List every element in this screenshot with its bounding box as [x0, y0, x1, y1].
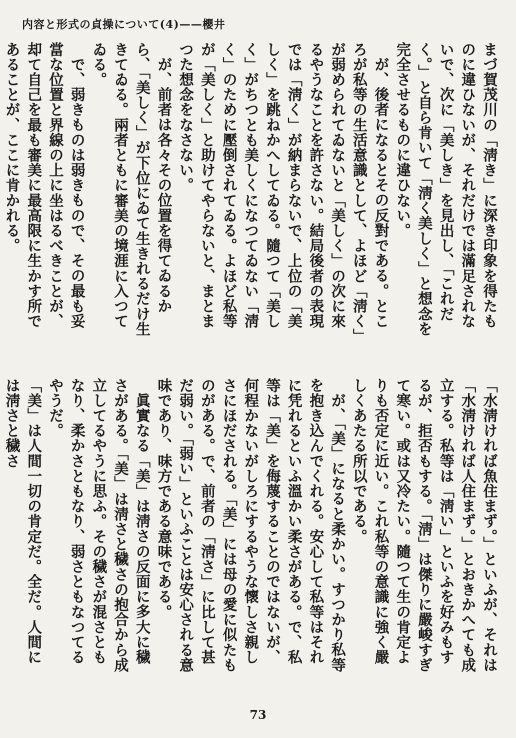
running-header: 内容と形式の貞操について(4)——櫻井 [22, 18, 226, 31]
paragraph: が、前者は各々その位置を得てゐるから、「美しく」が下位にゐて生きれるだけ生きてゐる。兩者ともに審美の境涯に入つてゐる。 [90, 42, 173, 337]
paragraph: で、弱きものは弱きもので、その最も妥當な位置と界線の上に坐はるべきことが、却て自己を最も審美に最高限に生かす所であることが、ここに肯かれる。 [3, 42, 86, 329]
lower-text-block [3, 378, 500, 675]
paragraph: が、「美」になると柔かい。すつかり私等を抱き込んでくれる。安心して私等はそれに凭れるといふ溫かい柔さがある。で、私等は「美」を侮蔑することのではないが、何程かないがしろにするやうな懷しさ親しさにほだされる。「美」には母の愛に似たものがある。で、前者の「淸さ」に比して甚だ弱い。「弱い」といふことは安心される意味であり、味方である意味である。 [155, 378, 347, 673]
paragraph [0, 42, 1, 339]
page-number: 73 [249, 708, 267, 722]
upper-text-block [3, 42, 500, 339]
paragraph: まづ賀茂川の「淸き」に深き印象を得たものに違ひないが、それだけでは滿足されないで、次に「美しき」を見出し、「これだく。」と自ら肯いて「淸く美しく」と想念を完全させるものに違ひない。 [394, 42, 498, 337]
paragraph: 眞實なる「美」は淸さの反面に多大に穢さがある。「美」は淸さと穢さの抱合から成立してるやうに思ふ。その穢さが混さともなり、柔かさともなり、弱さともなつてるやうだ。 [46, 378, 151, 673]
paragraph: 「美」は人間一切の肯定だ。全だ。人間には淸さと穢さ [3, 378, 43, 665]
paragraph: が、後者になるとその反對である。ところが私等の生活意識として、よほど「淸く」が弱められてゐないと「美しく」の次に來るやうなことを許さない。結局後者の表現では「淸く」が納まらないで、上位の「美しく」を跳ねかへしてゐる。隨つて「美しく」がちつとも美しくになつてゐない「淸く」のために壓倒されてゐる。よほど私等が「美しく」と助けてやらないと、まとまつた想念をなさない。 [177, 42, 390, 337]
paragraph: 「水淸ければ魚住まず。」といふが、それは「水淸ければ人住まず。」とおきかへても成立する。私等は「淸い」といふを好みもするが、拒否もする。「淸」は傑りに嚴峻すぎて寒い。或は又冷たい。隨つて生の肯定よりも否定に近い。これ私等の意識に強く嚴しくあたる所以である。 [350, 378, 498, 673]
